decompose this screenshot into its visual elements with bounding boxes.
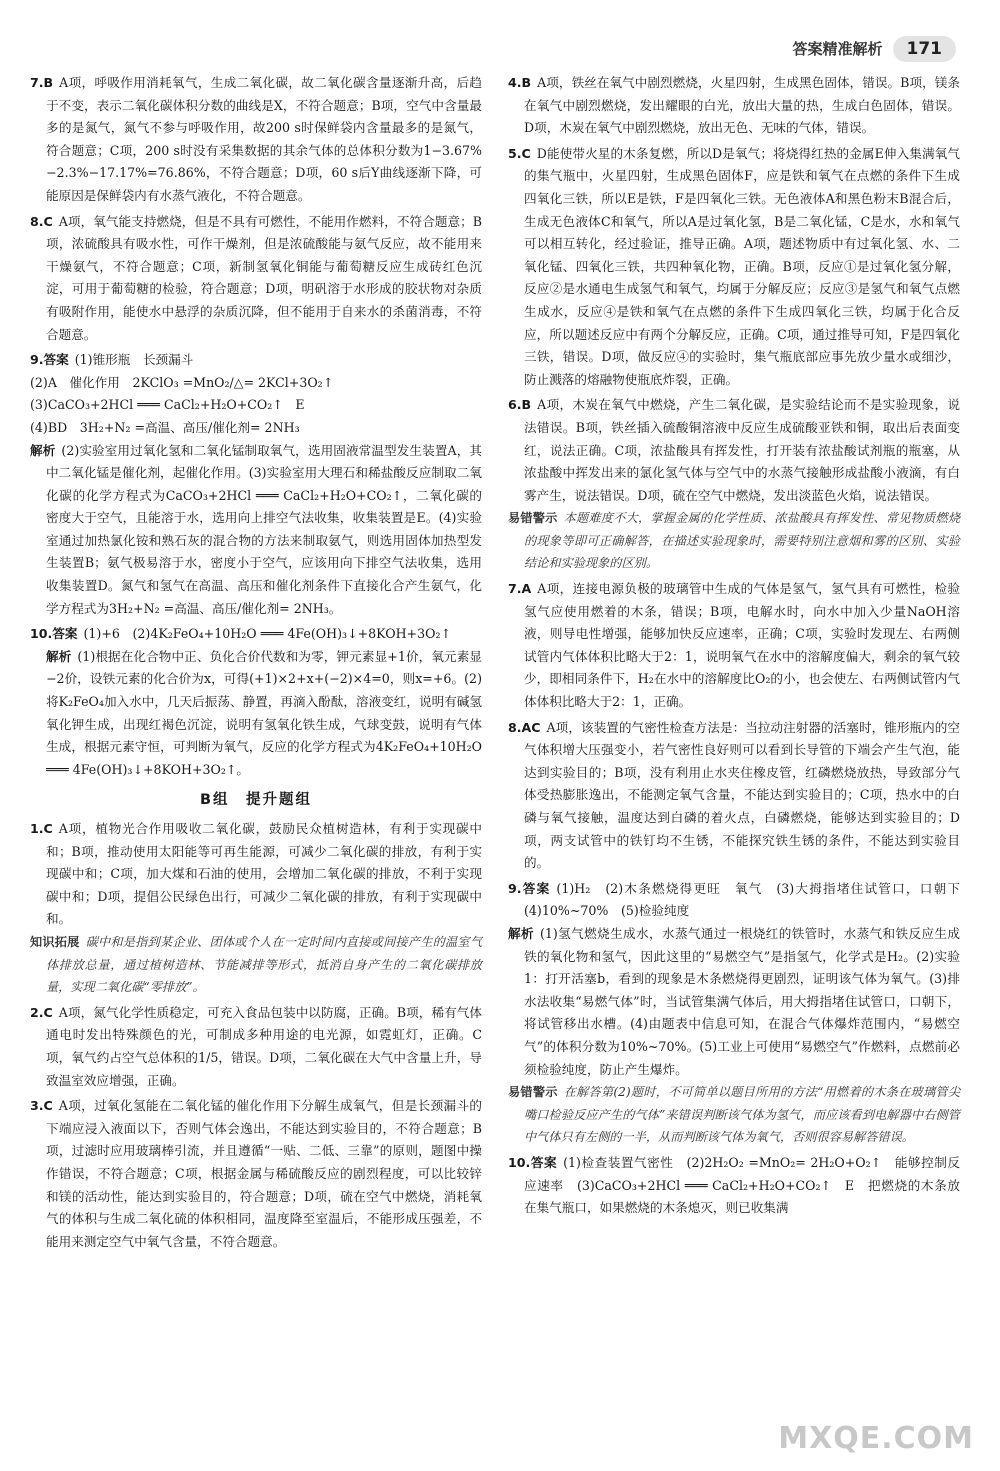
analysis-text: (1)氢气燃烧生成水，水蒸气通过一根烧红的铁管时，水蒸气和铁反应生成铁的氧化物和氢气，因此这里的“易燃空气”是指氢气，化学式是H₂。(2)实验1：打开活塞b，看到的现象是木条燃烧得更剧烈，证明该气体为氧气。(3)排水法收集“易燃气体”时，当试管集满气体后，用大拇指堵住试管口，口朝下，将试管移出水槽。(4)由题表中信息可知，在混合气体爆炸范围内，“易燃空气”的体积分数为10%~70%。(5)工业上可使用“易燃空气”作燃料，点燃前必须检验纯度，防止产生爆炸。 (524, 925, 960, 1077)
item-text: A项，该装置的气密性检查方法是：当拉动注射器的活塞时，锥形瓶内的空气体积增大压强变小，若气密性良好则可以看到长导管的下端会产生气泡，能达到实验目的；B项，没有利用止水夹住橡皮管，红磷燃烧放热，导致部分气体受热膨胀逸出，不能测定氧气含量，不能达到实验目的；C项，热水中的白磷与氧气接触，温度达到白磷的着火点，白磷燃烧，能够达到实验目的；D项，两支试管中的铁钉均不生锈，不能探究铁生锈的条件，不能达到实验目的。 (524, 719, 960, 871)
answer-item (508, 717, 960, 875)
note-label: 易错警示 (508, 511, 558, 526)
answer-item (508, 143, 960, 392)
answer-line: (1)H₂ (2)木条燃烧得更旺 氧气 (3)大拇指堵住试管口，口朝下 (4)10%~70% (5)检验纯度 (524, 880, 973, 919)
note-text: 在解答第(2)题时，不可简单以题目所用的方法“用燃着的木条在玻璃管尖嘴口检验反应产生的气体”来错误判断该气体为氢气，而应该看到电解器中右侧管中气体只有左侧的一半，从而判断该气体为氧气，否则很容易解答错误。 (524, 1085, 961, 1145)
site-watermark: MXQE.COM (778, 1421, 974, 1457)
item-text: A项，植物光合作用吸收二氧化碳，鼓励民众植树造林，有利于实现碳中和；B项，推动使用太阳能等可再生能源，可减少二氧化碳的排放，有利于实现碳中和；C项，加大煤和石油的使用，会增加二氧化碳的排放，不利于实现碳中和；D项，提倡公民绿色出行，可减少二氧化碳的排放，有利于实现碳中和。 (46, 821, 482, 927)
item-text: A项，氮气化学性质稳定，可充入食品包装中以防腐，正确。B项，稀有气体通电时发出特殊颜色的光，可制成多种用途的电光源，如霓虹灯，正确。C项，氧气约占空气总体积的1/5，错误。D项，二氧化碳在大气中含量上升，导致温室效应增强，正确。 (46, 1004, 482, 1088)
item-number: 8.AC (508, 719, 541, 735)
answer-line: (1)锥形瓶 长颈漏斗 (74, 352, 194, 368)
item-text: A项，木炭在氧气中燃烧，产生二氧化碳，是实验结论而不是实验现象，说法错误。B项，铁丝插入硫酸铜溶液中反应生成硫酸亚铁和铜，取出后表面变红，说法正确。C项，浓盐酸具有挥发性，打开装有浓盐酸试剂瓶的瓶塞，从浓盐酸中挥发出来的氯化氢气体与空气中的水蒸气接触形成盐酸小液滴，有白雾产生，说法错误。D项，硫在空气中燃烧，发出淡蓝色火焰，说法错误。 (524, 397, 960, 503)
item-text: A项，铁丝在氧气中剧烈燃烧，火星四射，生成黑色固体，错误。B项，镁条在氧气中剧烈燃烧，发出耀眼的白光，放出大量的热，生成白色固体，错误。D项，木炭在氧气中剧烈燃烧，放出无色、无味的气体，错误。 (524, 75, 960, 136)
item-number: 8.C (30, 213, 53, 229)
analysis-label: 解析 (30, 442, 56, 458)
item-number: 4.B (508, 75, 532, 90)
note-text: 本题难度不大，掌握金属的化学性质、浓盐酸具有挥发性、常见物质燃烧的现象等即可正确解答，在描述实验现象时，需要特别注意烟和雾的区别、实验结论和实验现象的区别。 (524, 511, 961, 571)
answer-line: (1)检查装置气密性 (2)2H₂O₂ =MnO₂= 2H₂O+O₂↑ 能够控制反应速率 (3)CaCO₃+2HCl ═══ CaCl₂+H₂O+CO₂↑ E 把燃烧的木条放在集气瓶口，如果燃烧的木条熄灭，则已收集满 (524, 1154, 961, 1216)
item-number: 10.答案 (508, 1154, 558, 1170)
answer-item (508, 394, 960, 575)
note-label: 知识拓展 (30, 934, 80, 949)
item-text: D能使带火星的木条复燃，所以D是氧气；将烧得红热的金属E伸入集满氧气的集气瓶中，火星四射，生成黑色固体F，应是铁和氧气在点燃的条件下生成四氧化三铁，所以E是铁，F是四氧化三铁。无色液体A和黑色粉末B混合后，生成无色液体C和氧气，所以A是过氧化氢，B是二氧化锰，C是水，水和氧气可以相互转化，经过验证，推导正确。A项，题述物质中有过氧化氢、水、二氧化锰、四氧化三铁，共四种氧化物，正确。B项，反应①是过氧化氢分解，反应②是水通电生成氢气和氧气，均属于分解反应；反应③是氢气和氧气点燃生成水，反应④是铁和氧气在点燃的条件下生成四氧化三铁，均属于化合反应，所以题述反应中有两个分解反应，正确。C项，通过推导可知，F是四氧化三铁，错误。D项，做反应④的实验时，集气瓶底部应事先放少量水或细沙，防止溅落的熔融物使瓶底炸裂，正确。 (524, 145, 960, 387)
item-text: A项，过氧化氢能在二氧化锰的催化作用下分解生成氧气，但是长颈漏斗的下端应浸入液面以下，否则气体会逸出，不能达到实验目的，不符合题意；B项，过滤时应用玻璃棒引流，并且遵循“一贴、二低、三靠”的原则，题图中操作错误，不符合题意；C项，根据金属与稀硫酸反应的剧烈程度，可以比较锌和镁的活动性，能达到实验目的，符合题意；D项，硫在空气中燃烧，消耗氧气的体积与生成二氧化硫的体积相同，温度降至室温后，不能形成压强差，不能用来测定空气中氧气含量，不符合题意。 (46, 1098, 482, 1249)
answer-line: (4)BD 3H₂+N₂ =高温、高压/催化剂= 2NH₃ (30, 419, 300, 435)
item-number: 6.B (508, 397, 532, 413)
note-label: 易错警示 (508, 1085, 558, 1100)
answer-item-q10 (30, 623, 482, 781)
analysis-text: (2)实验室用过氧化氢和二氧化锰制取氧气，选用固液常温型发生装置A，其中二氧化锰是催化剂，起催化作用。(3)实验室用大理石和稀盐酸反应制取二氧化碳的化学方程式为CaCO₃+2HCl ═══ CaCl₂+H₂O+CO₂↑，二氧化碳的密度大于空气，且能溶于水，选用向上排空气法收集，收集装置是E。(4)实验室通过加热氯化铵和熟石灰的混合物的方法来制取氨气，则选用固体加热型发生装置B；氨气极易溶于水，密度小于空气，应该用向下排空气法收集，选用收集装置D。氮气和氢气在高温、高压和催化剂条件下直接化合产生氨气，化学方程式为3H₂+N₂ =高温、高压/催化剂= 2NH₃。 (46, 442, 483, 616)
answer-item (30, 211, 482, 347)
answer-item (30, 818, 482, 999)
answer-item-rq9 (508, 878, 973, 1149)
item-number: 9.答案 (30, 352, 69, 368)
item-number: 2.C (30, 1004, 53, 1020)
item-number: 7.A (508, 581, 532, 597)
answer-item (30, 1002, 482, 1092)
left-column (30, 72, 482, 1256)
answer-item-rq10 (508, 1152, 960, 1220)
item-text: A项，氧气能支持燃烧，但是不具有可燃性，不能用作燃料，不符合题意；B项，浓硫酸具有吸水性，可作干燥剂，但是浓硫酸能与氨气反应，故不能用来干燥氨气，不符合题意；C项，新制氢氧化铜能与葡萄糖反应生成砖红色沉淀，可用于葡萄糖的检验，符合题意；D项，明矾溶于水形成的胶状物对杂质有吸附作用，能使水中悬浮的杂质沉降，但不能用于自来水的杀菌消毒，不符合题意。 (46, 213, 482, 342)
analysis-label: 解析 (46, 648, 72, 664)
answer-item (30, 72, 482, 208)
answer-line: (3)CaCO₃+2HCl ═══ CaCl₂+H₂O+CO₂↑ E (30, 397, 305, 413)
answer-line: (1)+6 (2)4K₂FeO₄+10H₂O ═══ 4Fe(OH)₃↓+8KOH+3O₂↑ (83, 626, 452, 642)
answer-line: (2)A 催化作用 2KClO₃ =MnO₂/△= 2KCl+3O₂↑ (30, 374, 334, 390)
page-number: 171 (893, 36, 957, 63)
section-title: B组 提升题组 (199, 792, 313, 809)
answer-item (30, 1095, 482, 1253)
item-number: 7.B (30, 75, 54, 90)
analysis-text: (1)根据在化合物中正、负化合价代数和为零，钾元素显+1价，氧元素显−2价，设铁元素的化合价为x，可得(+1)×2+x+(−2)×4=0，则x=+6。(2)将K₂FeO₄加入水中，几天后振荡、静置，再滴入酚酞，溶液变红，说明有碱氢氧化钾生成，出现红褐色沉淀，说明有氢氧化铁生成，气球变鼓，说明有气体生成，根据元素守恒，可判断为氧气，反应的化学方程式为4K₂FeO₄+10H₂O ═══ 4Fe(OH)₃↓+8KOH+3O₂↑。 (46, 648, 483, 777)
right-column (508, 72, 973, 1223)
item-number: 3.C (30, 1098, 53, 1114)
analysis-label: 解析 (508, 925, 534, 941)
item-number: 1.C (30, 821, 53, 836)
item-number: 10.答案 (30, 626, 78, 642)
header-title: 答案精准解析 (792, 39, 883, 58)
page-header (792, 34, 956, 64)
answer-item (508, 578, 960, 714)
answer-item-q9 (30, 349, 482, 620)
item-number: 5.C (508, 145, 531, 161)
answer-item (508, 72, 960, 140)
note-text: 碳中和是指到某企业、团体或个人在一定时间内直接或间接产生的温室气体排放总量，通过植树造林、节能减排等形式，抵消自身产生的二氧化碳排放量，实现二氧化碳“零排放”。 (46, 934, 483, 995)
item-text: A项，呼吸作用消耗氧气，生成二氧化碳，故二氧化碳含量逐渐升高，后趋于不变，表示二氧化碳体积分数的曲线是X，不符合题意；B项，空气中含量最多的是氮气，氮气不参与呼吸作用，故200 s时保鲜袋内含量最多的是氮气，符合题意；C项，200 s时没有采集数据的其余气体的总体积分数为1−3.67%−2.3%−17.17%=76.86%，不符合题意；D项，60 s后Y曲线逐渐下降，可能原因是保鲜袋内有水蒸气液化，不符合题意。 (46, 75, 482, 203)
item-text: A项，连接电源负极的玻璃管中生成的气体是氢气，氢气具有可燃性，检验氢气应使用燃着的木条，错误；B项，电解水时，向水中加入少量NaOH溶液，则导电性增强，能够加快反应速率，正确；C项，实验时发现左、右两侧试管内气体体积比略大于2：1，说明氧气在水中的溶解度偏大，剩余的氧气较少，即相同条件下，H₂在水中的溶解度比O₂的小，也会使左、右两侧试管内气体体积比略大于2：1，正确。 (524, 581, 960, 710)
item-number: 9.答案 (508, 880, 551, 896)
